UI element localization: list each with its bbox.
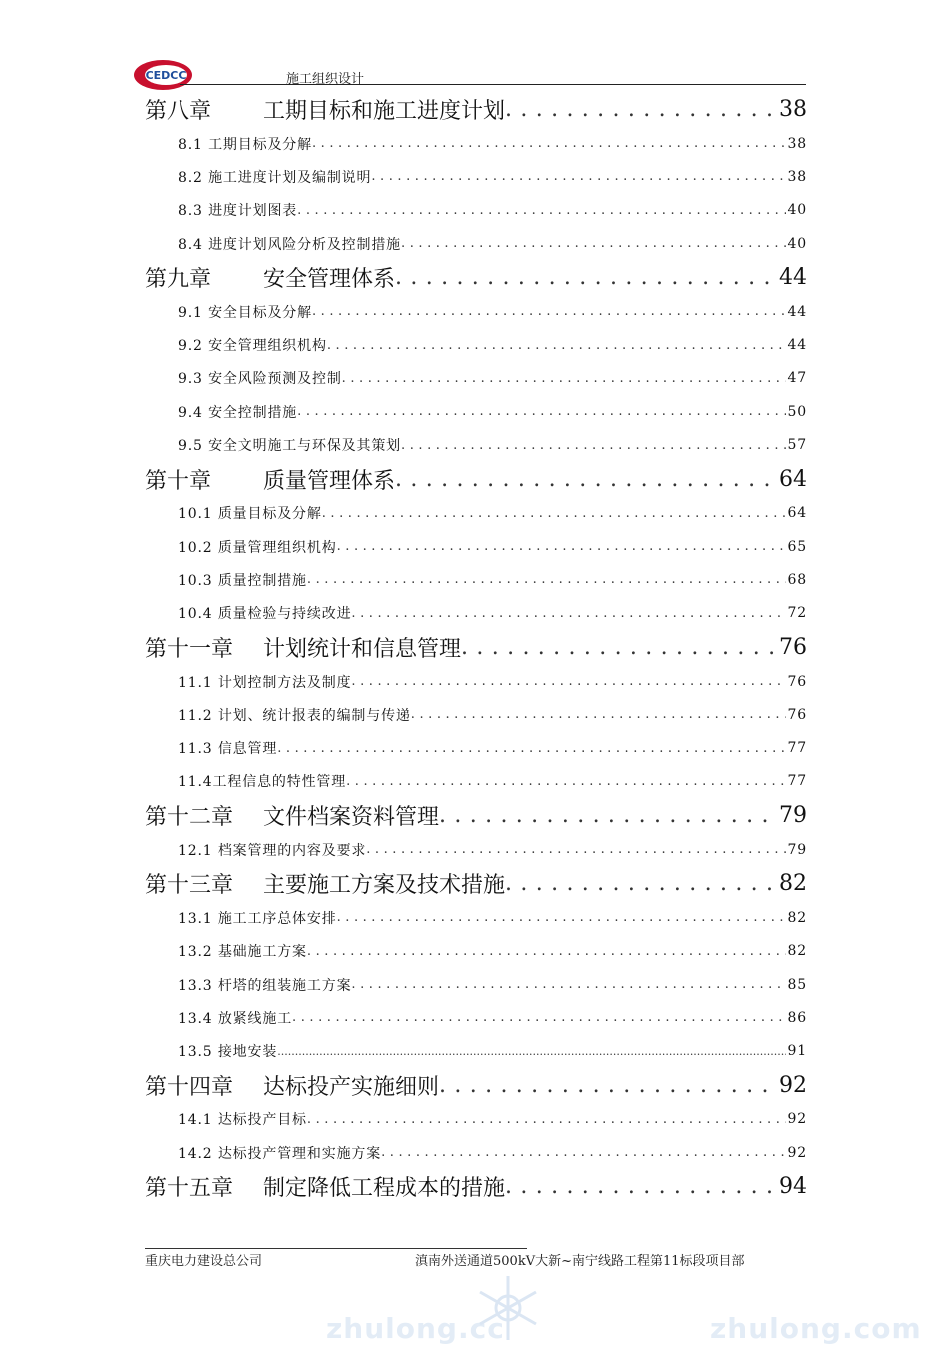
toc-entry-number: 9.4: [178, 404, 203, 421]
toc-chapter-entry[interactable]: [145, 1068, 807, 1103]
toc-page-number: 94: [779, 1174, 807, 1200]
toc-entry-number: 12.1: [178, 842, 213, 859]
toc-entry-title: [145, 94, 505, 125]
toc-entry-number: 10.1: [178, 506, 213, 523]
toc-entry-title: [178, 975, 351, 995]
toc-chapter-entry[interactable]: [145, 92, 807, 127]
toc-entry-title: [145, 464, 395, 495]
toc-entry-text: 施工工序总体安排: [217, 910, 337, 927]
toc-entry-number: 8.3: [178, 203, 203, 220]
toc-entry-number: 11.4: [178, 774, 213, 791]
toc-entry-title: [178, 771, 346, 791]
toc-entry-title: [145, 262, 395, 293]
toc-page-number: 86: [787, 1009, 807, 1026]
header-divider: [180, 84, 806, 85]
toc-page-number: 64: [787, 505, 807, 522]
toc-entry-title: [145, 868, 505, 899]
toc-entry-title: [178, 603, 351, 623]
toc-entry-title: [178, 537, 337, 557]
toc-entry-text: 质量检验与持续改进: [217, 606, 352, 623]
toc-page-number: 79: [787, 841, 807, 858]
toc-entry-text: 工程信息的特性管理: [212, 774, 347, 791]
toc-section-entry[interactable]: [145, 665, 807, 698]
toc-entry-text: 接地安装: [217, 1044, 278, 1061]
toc-entry-title: [145, 632, 461, 663]
toc-page-number: 82: [779, 871, 807, 897]
toc-page-number: 64: [779, 466, 807, 492]
toc-page-number: 92: [779, 1072, 807, 1098]
toc-entry-text: 计划统计和信息管理: [263, 636, 462, 662]
toc-page-number: 82: [787, 943, 807, 960]
dot-leader: [322, 506, 786, 521]
dot-leader: [277, 741, 785, 756]
page-header: [130, 56, 806, 92]
toc-entry-number: 13.4: [178, 1010, 213, 1027]
dot-leader: [439, 1073, 777, 1098]
dot-leader: [461, 635, 777, 660]
toc-entry-text: 计划控制方法及制度: [217, 674, 352, 691]
toc-section-entry[interactable]: [145, 428, 807, 461]
toc-page-number: 40: [787, 202, 807, 219]
dot-leader: [342, 371, 786, 386]
dot-leader: [307, 944, 786, 959]
toc-entry-title: [178, 435, 401, 455]
toc-entry-text: 安全管理组织机构: [208, 338, 327, 355]
toc-entry-number: 9.2: [178, 338, 203, 355]
toc-entry-title: [178, 941, 307, 961]
toc-section-entry[interactable]: [145, 194, 807, 227]
dot-leader: [366, 842, 785, 857]
toc-entry-title: [178, 908, 337, 928]
toc-section-entry[interactable]: [145, 328, 807, 361]
watermark-text-right: zhulong.com: [710, 1312, 922, 1345]
toc-entry-title: [178, 302, 312, 322]
toc-entry-text: 质量管理体系: [263, 468, 396, 494]
toc-page-number: 44: [787, 303, 807, 320]
toc-page-number: 77: [787, 773, 807, 790]
toc-page-number: 38: [787, 168, 807, 185]
dot-leader: [401, 236, 785, 251]
toc-separator: [241, 1176, 263, 1201]
toc-section-entry[interactable]: [145, 497, 807, 530]
dot-leader: [312, 304, 786, 319]
toc-page-number: 44: [779, 265, 807, 291]
toc-entry-text: 施工进度计划及编制说明: [208, 169, 372, 186]
toc-section-entry[interactable]: [145, 597, 807, 630]
toc-separator: [241, 267, 263, 292]
dot-leader: [395, 265, 777, 290]
toc-separator: [241, 1075, 263, 1100]
toc-entry-text: 安全控制措施: [208, 404, 298, 421]
toc-page-number: 38: [787, 135, 807, 152]
toc-entry-text: 放紧线施工: [217, 1010, 293, 1027]
dot-leader: [371, 169, 785, 184]
dot-leader: [307, 572, 786, 587]
toc-page-number: 76: [787, 673, 807, 690]
snowflake-watermark-icon: [460, 1272, 556, 1344]
toc-entry-title: [145, 1171, 505, 1202]
table-of-contents: [145, 92, 807, 1204]
toc-separator: [241, 99, 263, 124]
toc-page-number: 92: [787, 1144, 807, 1161]
toc-section-entry[interactable]: [145, 362, 807, 395]
toc-entry-number: 第十五章: [145, 1176, 234, 1202]
toc-page-number: 77: [787, 740, 807, 757]
toc-entry-number: 10.3: [178, 572, 213, 589]
toc-entry-title: [178, 234, 401, 254]
toc-section-entry[interactable]: [145, 227, 807, 260]
toc-section-entry[interactable]: [145, 935, 807, 968]
toc-section-entry[interactable]: [145, 160, 807, 193]
footer-project: 滇南外送通道500kV大新~南宁线路工程第11标段项目部: [415, 1254, 745, 1269]
toc-entry-text: 杆塔的组装施工方案: [217, 977, 352, 994]
toc-entry-text: 达标投产目标: [217, 1112, 307, 1129]
toc-entry-title: [178, 1041, 277, 1061]
toc-entry-number: 第十二章: [145, 805, 234, 831]
dot-leader: [337, 910, 786, 925]
dot-leader: [381, 1145, 785, 1160]
toc-entry-title: [178, 1109, 307, 1129]
toc-page-number: 40: [787, 235, 807, 252]
toc-section-entry[interactable]: [145, 1136, 807, 1169]
page-footer: [145, 1248, 807, 1278]
toc-entry-number: 8.1: [178, 136, 203, 153]
toc-entry-title: [178, 402, 297, 422]
dot-leader: [439, 803, 777, 828]
toc-section-entry[interactable]: [145, 295, 807, 328]
dot-leader: [277, 1045, 785, 1058]
toc-page-number: 38: [779, 97, 807, 122]
toc-entry-number: 9.5: [178, 438, 203, 455]
dot-leader: [346, 774, 785, 789]
dot-leader: [297, 404, 785, 419]
dot-leader: [505, 97, 777, 122]
toc-page-number: 85: [787, 976, 807, 993]
toc-entry-text: 安全管理体系: [263, 267, 396, 293]
toc-page-number: 47: [787, 370, 807, 387]
toc-page-number: 65: [787, 538, 807, 555]
toc-entry-number: 第九章: [145, 267, 212, 293]
toc-entry-number: 13.5: [178, 1044, 213, 1061]
toc-page-number: 91: [787, 1043, 807, 1060]
toc-section-entry[interactable]: [145, 127, 807, 160]
toc-entry-text: 达标投产实施细则: [263, 1074, 440, 1100]
toc-entry-text: 工期目标及分解: [208, 136, 312, 153]
toc-entry-number: 8.4: [178, 236, 203, 253]
toc-chapter-entry[interactable]: [145, 630, 807, 665]
toc-entry-title: [178, 1143, 381, 1163]
dot-leader: [337, 539, 786, 554]
toc-entry-number: 13.3: [178, 977, 213, 994]
toc-entry-title: [178, 705, 411, 725]
watermark: [300, 1272, 920, 1344]
toc-entry-text: 信息管理: [217, 741, 278, 758]
toc-entry-title: [178, 134, 312, 154]
toc-entry-text: 进度计划图表: [208, 203, 298, 220]
toc-entry-text: 计划、统计报表的编制与传递: [217, 707, 411, 724]
logo-text: CEDCC: [145, 69, 187, 82]
toc-section-entry[interactable]: [145, 765, 807, 798]
toc-entry-text: 质量目标及分解: [217, 506, 322, 523]
company-logo: [132, 58, 194, 92]
toc-section-entry[interactable]: [145, 563, 807, 596]
toc-chapter-entry[interactable]: [145, 798, 807, 833]
toc-entry-text: 工期目标和施工进度计划: [263, 99, 506, 124]
toc-entry-text: 基础施工方案: [217, 944, 307, 961]
toc-section-entry[interactable]: [145, 698, 807, 731]
dot-leader: [505, 871, 777, 896]
toc-entry-title: [145, 1070, 439, 1101]
toc-entry-number: 11.1: [178, 674, 213, 691]
header-title: 施工组织设计: [286, 72, 365, 87]
toc-entry-text: 档案管理的内容及要求: [217, 842, 367, 859]
toc-chapter-entry[interactable]: [145, 866, 807, 901]
toc-entry-text: 安全风险预测及控制: [208, 371, 342, 388]
toc-entry-text: 主要施工方案及技术措施: [263, 873, 506, 899]
dot-leader: [351, 977, 785, 992]
toc-separator: [241, 637, 263, 662]
footer-divider: [145, 1248, 527, 1249]
toc-section-entry[interactable]: [145, 395, 807, 428]
toc-entry-number: 第十一章: [145, 636, 234, 662]
toc-entry-number: 11.3: [178, 741, 213, 758]
toc-entry-title: [145, 800, 439, 831]
toc-entry-text: 制定降低工程成本的措施: [263, 1176, 506, 1202]
dot-leader: [312, 136, 786, 151]
toc-entry-number: 9.3: [178, 371, 203, 388]
toc-section-entry[interactable]: [145, 1001, 807, 1034]
toc-entry-number: 第十章: [145, 468, 212, 494]
dot-leader: [307, 1112, 786, 1127]
toc-separator: [241, 873, 263, 898]
toc-entry-number: 第十四章: [145, 1074, 234, 1100]
toc-entry-text: 质量管理组织机构: [217, 539, 337, 556]
dot-leader: [351, 606, 785, 621]
toc-entry-title: [178, 335, 327, 355]
toc-entry-title: [178, 738, 277, 758]
dot-leader: [351, 674, 785, 689]
toc-section-entry[interactable]: [145, 1103, 807, 1136]
toc-page-number: 50: [787, 403, 807, 420]
footer-company: 重庆电力建设总公司: [145, 1254, 263, 1269]
toc-chapter-entry[interactable]: [145, 462, 807, 497]
toc-entry-title: [178, 368, 342, 388]
toc-entry-title: [178, 672, 351, 692]
toc-entry-text: 文件档案资料管理: [263, 805, 440, 831]
toc-separator: [241, 805, 263, 830]
toc-section-entry[interactable]: [145, 833, 807, 866]
toc-page-number: 76: [779, 634, 807, 660]
toc-entry-title: [178, 200, 297, 220]
toc-entry-title: [178, 503, 322, 523]
toc-entry-number: 14.1: [178, 1112, 213, 1129]
toc-page-number: 92: [787, 1111, 807, 1128]
toc-entry-number: 第八章: [145, 99, 212, 124]
toc-page-number: 76: [787, 706, 807, 723]
toc-entry-text: 安全文明施工与环保及其策划: [208, 438, 402, 455]
toc-page-number: 72: [787, 605, 807, 622]
toc-entry-number: 14.2: [178, 1145, 213, 1162]
dot-leader: [327, 338, 786, 353]
toc-chapter-entry[interactable]: [145, 260, 807, 295]
toc-entry-number: 10.4: [178, 606, 213, 623]
toc-page-number: 79: [779, 803, 807, 829]
toc-entry-number: 8.2: [178, 169, 203, 186]
toc-entry-title: [178, 840, 366, 860]
dot-leader: [411, 707, 786, 722]
toc-page-number: 82: [787, 909, 807, 926]
toc-page-number: 68: [787, 571, 807, 588]
toc-entry-title: [178, 570, 307, 590]
toc-section-entry[interactable]: [145, 901, 807, 934]
toc-entry-number: 13.1: [178, 910, 213, 927]
dot-leader: [401, 438, 785, 453]
watermark-text-left: zhulong.cc: [326, 1312, 505, 1345]
toc-entry-text: 进度计划风险分析及控制措施: [208, 236, 402, 253]
dot-leader: [395, 467, 777, 492]
dot-leader: [505, 1174, 777, 1199]
toc-entry-number: 11.2: [178, 707, 213, 724]
dot-leader: [292, 1010, 785, 1025]
toc-separator: [241, 469, 263, 494]
toc-entry-number: 13.2: [178, 944, 213, 961]
toc-entry-title: [178, 167, 371, 187]
toc-section-entry[interactable]: [145, 968, 807, 1001]
toc-entry-number: 第十三章: [145, 873, 234, 899]
toc-section-entry[interactable]: [145, 530, 807, 563]
toc-entry-title: [178, 1008, 292, 1028]
toc-entry-text: 安全目标及分解: [208, 304, 312, 321]
toc-chapter-entry[interactable]: [145, 1169, 807, 1204]
toc-section-entry[interactable]: [145, 1035, 807, 1068]
toc-entry-text: 质量控制措施: [217, 572, 307, 589]
toc-entry-number: 9.1: [178, 304, 203, 321]
toc-page-number: 57: [787, 437, 807, 454]
toc-entry-text: 达标投产管理和实施方案: [217, 1145, 382, 1162]
toc-page-number: 44: [787, 337, 807, 354]
dot-leader: [297, 203, 785, 218]
toc-entry-number: 10.2: [178, 539, 213, 556]
toc-section-entry[interactable]: [145, 731, 807, 764]
